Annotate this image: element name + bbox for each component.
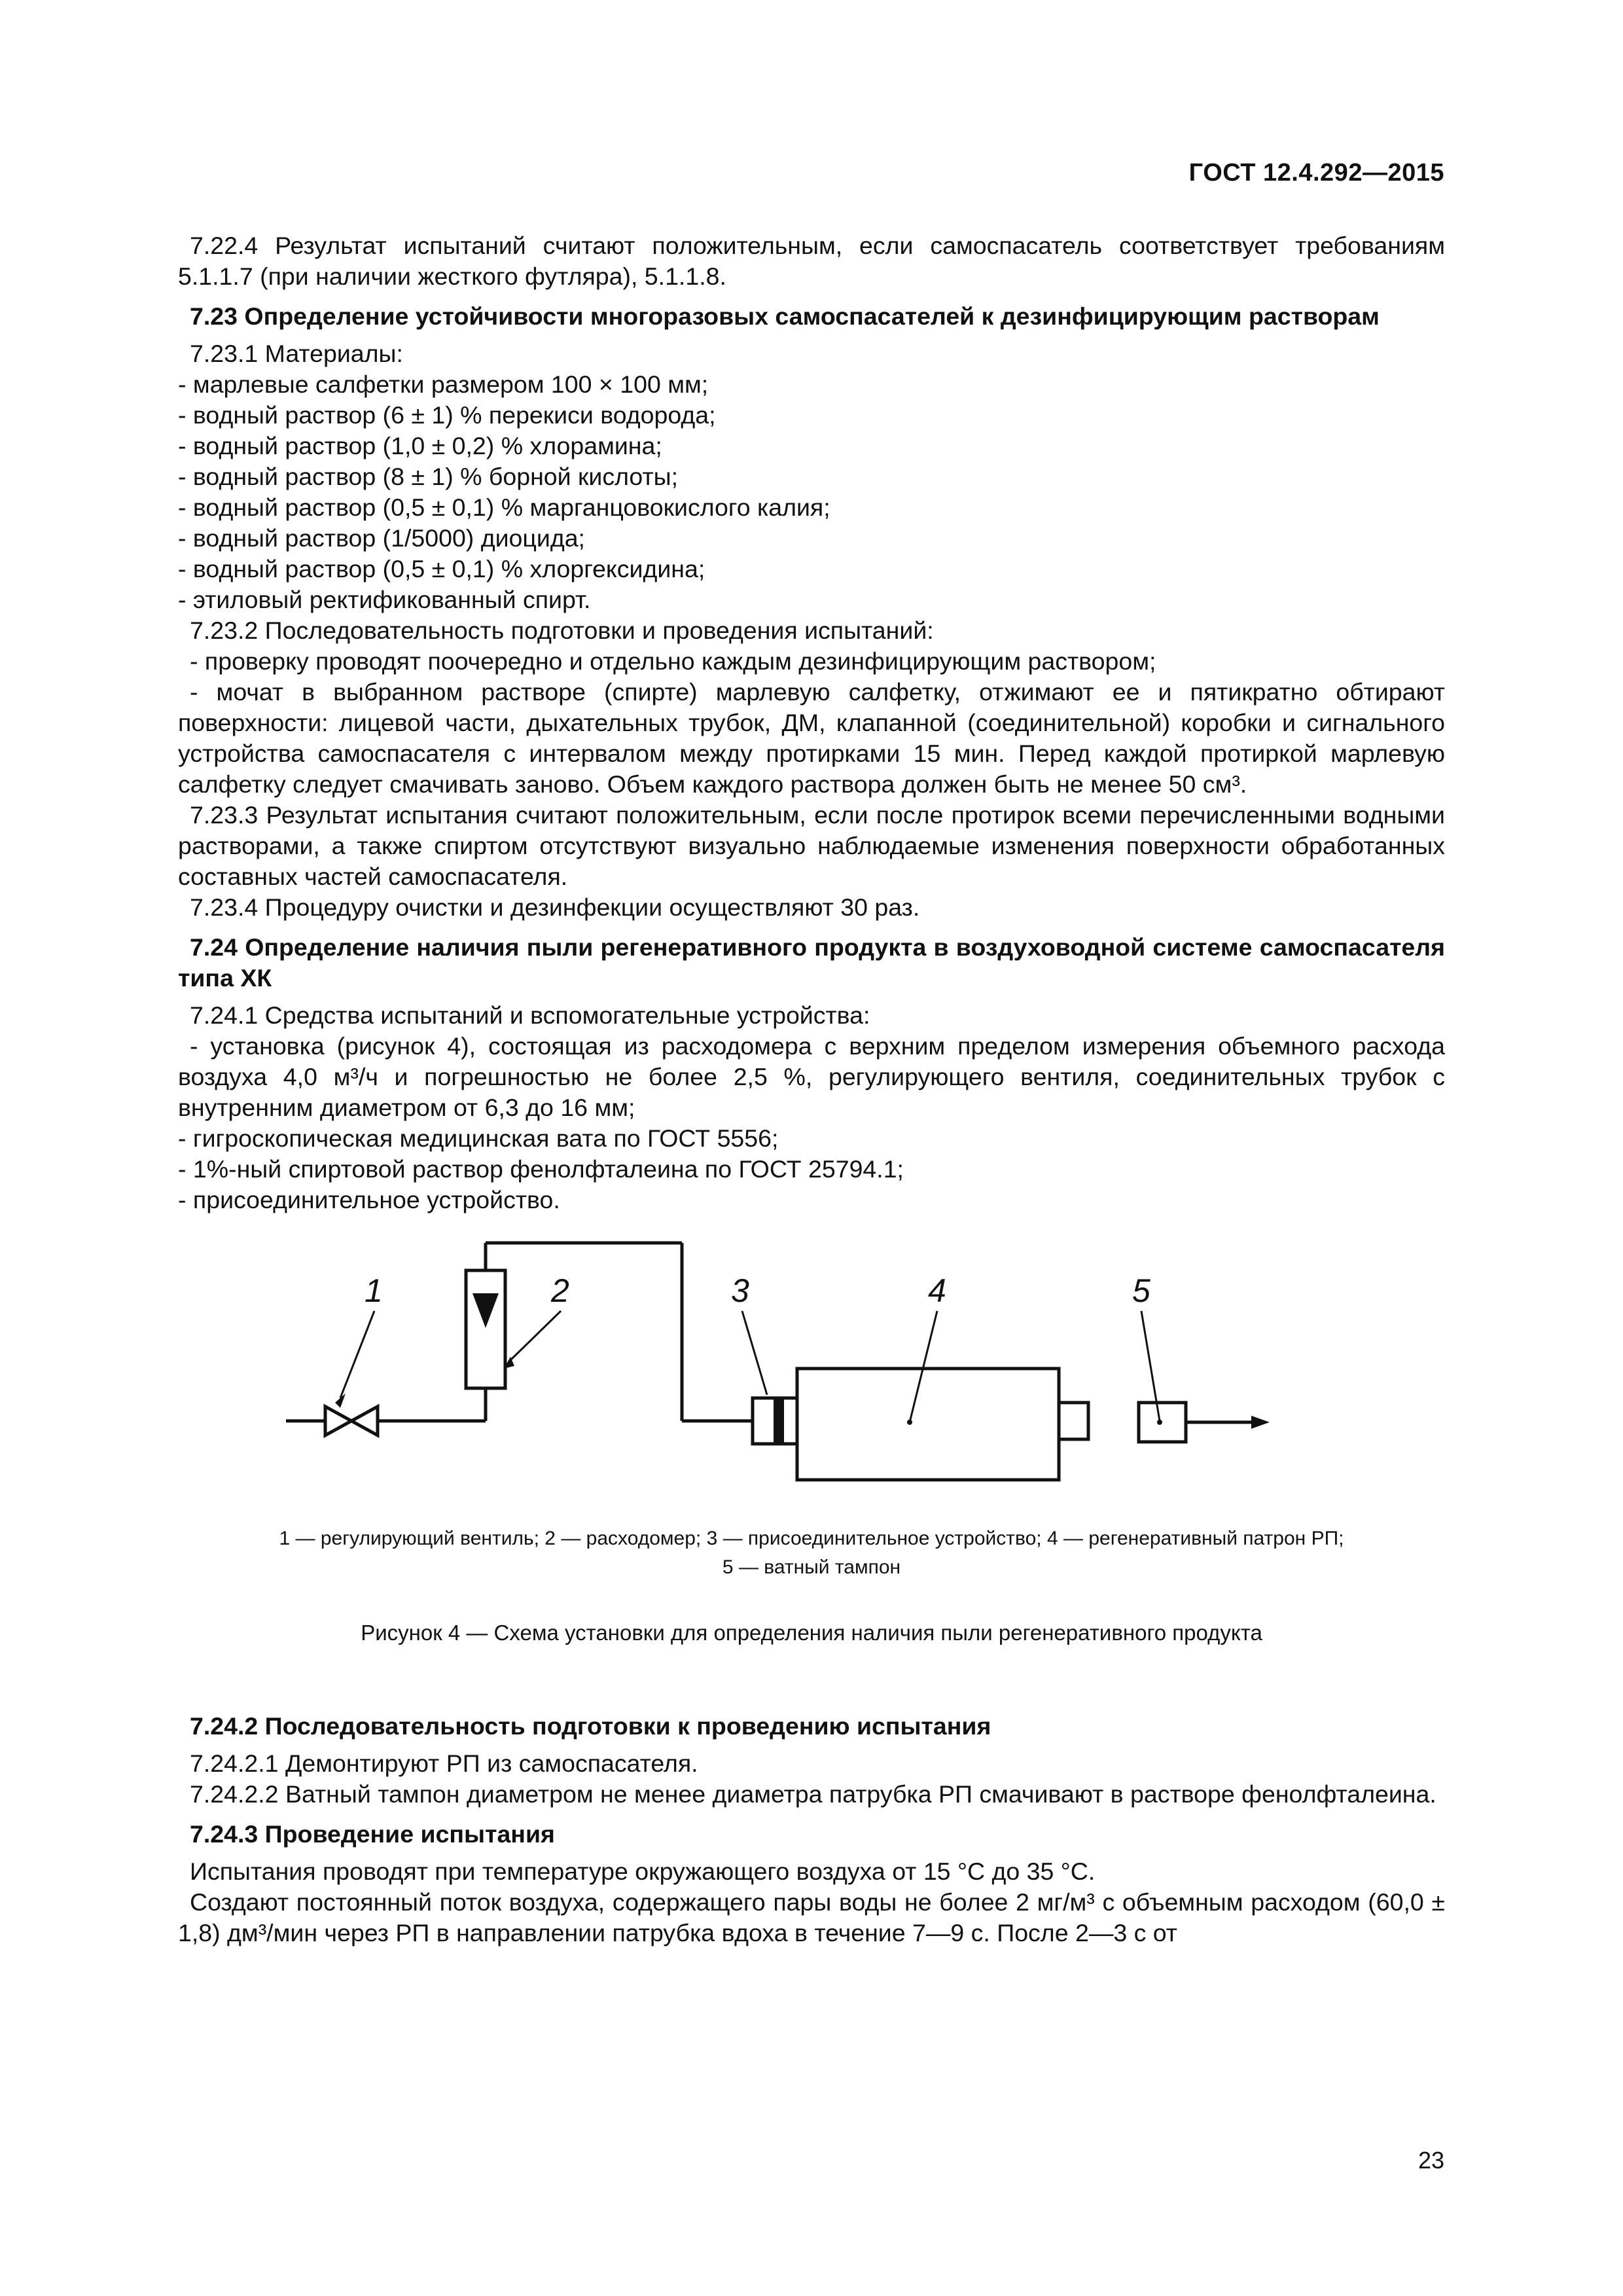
paragraph-7-24-2-1: 7.24.2.1 Демонтируют РП из самоспасателя. [190,1749,698,1777]
list-item: - водный раствор (1,0 ± 0,2) % хлорамина; [178,432,662,459]
cartridge-body [797,1369,1059,1480]
paragraph-7-23-2: 7.23.2 Последовательность подготовки и проведения испытаний: [190,617,934,644]
document-number: ГОСТ 12.4.292—2015 [1188,159,1444,187]
flow-arrow-head [1251,1416,1270,1429]
list-item: - водный раствор (0,5 ± 0,1) % хлоргексидина; [178,555,705,583]
paragraph-7-24-1: 7.24.1 Средства испытаний и вспомогательные устройства: [190,1001,870,1029]
valve-right-triangle [351,1407,378,1435]
paragraph-7-23-4: 7.23.4 Процедуру очистки и дезинфекции осуществляют 30 раз. [190,893,920,921]
list-item: - присоединительное устройство. [178,1186,560,1213]
legend-line-2: 5 — ватный тампон [722,1556,901,1578]
list-item: - установка (рисунок 4), состоящая из расходомера с верхним пределом измерения объемного расхода воздуха 4,0 м³/ч и погрешностью не более 2,5 %, регулирующего вентиля, соединительных трубок с внутренним диаметром от 6,3 до 16 мм; [178,1032,1445,1121]
list-item: - гигроскопическая медицинская вата по ГОСТ 5556; [178,1124,779,1152]
list-item: - проверку проводят поочередно и отдельно каждым дезинфицирующим раствором; [190,647,1156,675]
setup-schematic [178,1231,1445,1519]
list-item: - марлевые салфетки размером 100 × 100 мм; [178,370,709,398]
list-item: - водный раствор (0,5 ± 0,1) % марганцовокислого калия; [178,493,830,521]
label-4: 4 [928,1272,946,1309]
figure-legend [178,1524,1445,1582]
list-item: - водный раствор (8 ± 1) % борной кислоты; [178,463,679,490]
paragraph-7-23-1: 7.23.1 Материалы: [190,340,403,367]
paragraph-7-22-4: 7.22.4 Результат испытаний считают положительным, если самоспасатель соответствует требованиям 5.1.1.7 (при наличии жесткого футляра), 5.1.1.8. [178,232,1445,290]
label-5: 5 [1132,1272,1150,1309]
heading-7-23: 7.23 Определение устойчивости многоразовых самоспасателей к дезинфицирующим растворам [190,302,1380,330]
paragraph-test-temperature: Испытания проводят при температуре окружающего воздуха от 15 °С до 35 °С. [190,1857,1096,1885]
heading-7-24-2: 7.24.2 Последовательность подготовки к проведению испытания [190,1712,991,1740]
paragraph-7-24-2-2: 7.24.2.2 Ватный тампон диаметром не менее диаметра патрубка РП смачивают в растворе фенолфталеина. [190,1780,1436,1808]
page-body [178,230,1445,1948]
label-1: 1 [365,1272,383,1309]
flowmeter-body [466,1270,505,1388]
flowmeter-float-triangle [473,1293,499,1328]
figure-caption: Рисунок 4 — Схема установки для определения наличия пыли регенеративного продукта [361,1621,1262,1645]
list-item: - этиловый ректификованный спирт. [178,586,591,613]
valve-left-triangle [325,1407,351,1435]
page-number: 23 [1418,2147,1444,2174]
cartridge-outlet [1059,1403,1088,1439]
list-item: - водный раствор (1/5000) диоцида; [178,524,585,552]
label-2: 2 [551,1272,569,1309]
legend-line-1: 1 — регулирующий вентиль; 2 — расходомер; 3 — присоединительное устройство; 4 — регенеративный патрон РП; [279,1528,1344,1549]
list-item: - мочат в выбранном растворе (спирте) марлевую салфетку, отжимают ее и пятикратно обтирают поверхности: лицевой части, дыхательных трубок, ДМ, клапанной (соединительной) коробки и сигнального устройства самоспасателя с интервалом между протирками 15 мин. Перед каждой протиркой марлевую салфетку следует смачивать заново. Объем каждого раствора должен быть не менее 50 см³. [178,678,1445,798]
list-item: - 1%-ный спиртовой раствор фенолфталеина по ГОСТ 25794.1; [178,1155,904,1183]
list-item: - водный раствор (6 ± 1) % перекиси водорода; [178,401,716,429]
paragraph-7-23-3: 7.23.3 Результат испытания считают положительным, если после протирок всеми перечисленными водными растворами, а также спиртом отсутствуют визуально наблюдаемые изменения поверхности обработанных составных частей самоспасателя. [178,801,1445,890]
figure-4-diagram [178,1231,1445,1519]
paragraph-test-flow: Создают постоянный поток воздуха, содержащего пары воды не более 2 мг/м³ с объемным расходом (60,0 ± 1,8) дм³/мин через РП в направлении патрубка вдоха в течение 7—9 с. После 2—3 с от [178,1888,1445,1946]
connector-band [774,1398,784,1444]
heading-7-24: 7.24 Определение наличия пыли регенеративного продукта в воздуховодной системе самоспасателя типа ХК [178,933,1445,992]
heading-7-24-3: 7.24.3 Проведение испытания [190,1820,555,1848]
label-3: 3 [731,1272,749,1309]
